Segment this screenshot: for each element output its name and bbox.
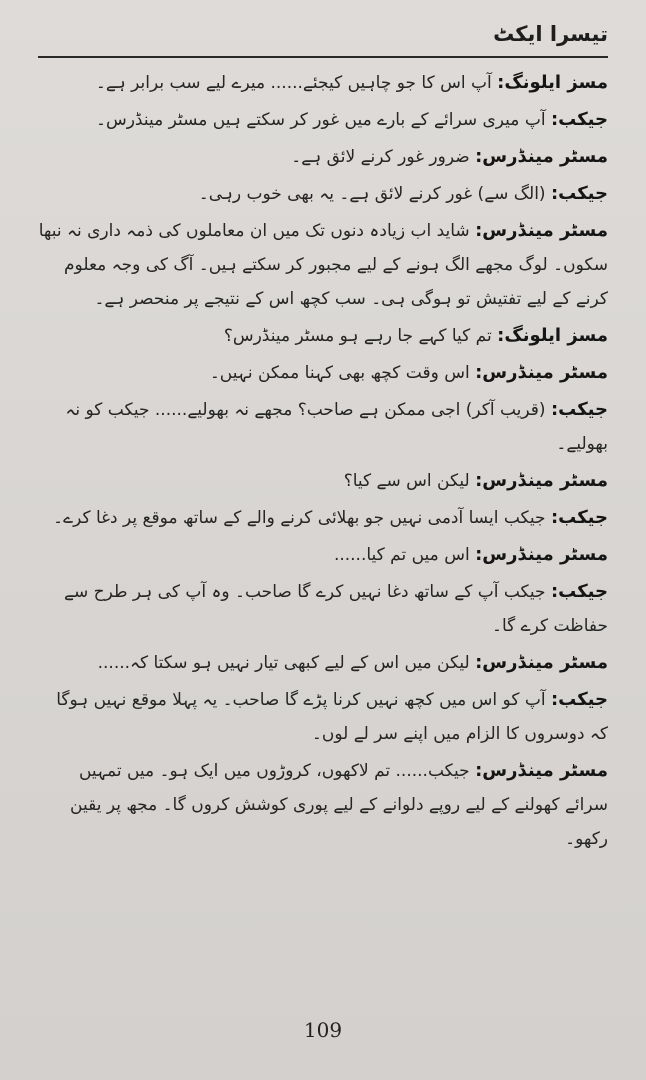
speaker-name: مسٹر مینڈرس:	[475, 146, 608, 167]
dialogue-line	[38, 646, 608, 680]
speaker-name: مسٹر مینڈرس:	[475, 544, 608, 565]
dialogue-line	[38, 103, 608, 137]
dialogue-text: تم کیا کہے جا رہے ہو مسٹر مینڈرس؟	[223, 326, 498, 346]
dialogue-text: اس وقت کچھ بھی کہنا ممکن نہیں۔	[209, 363, 476, 383]
dialogue-text: (الگ سے) غور کرنے لائق ہے۔ یہ بھی خوب رہی۔	[198, 184, 551, 204]
page-number: 109	[303, 1018, 343, 1042]
dialogue-line	[38, 754, 608, 856]
dialogue-text: آپ میری سرائے کے بارے میں غور کر سکتے ہیں مسٹر مینڈرس۔	[96, 110, 551, 130]
speaker-name: جیکب:	[550, 689, 608, 710]
dialogue-text: جیکب آپ کے ساتھ دغا نہیں کرے گا صاحب۔ وہ آپ کی ہر طرح سے حفاظت کرے گا۔	[64, 582, 608, 636]
speaker-name: جیکب:	[550, 581, 608, 602]
speaker-name: مسٹر مینڈرس:	[475, 220, 608, 241]
speaker-name: جیکب:	[550, 399, 608, 420]
dialogue-line	[38, 683, 608, 751]
dialogue-text: جیکب...... تم لاکھوں، کروڑوں میں ایک ہو۔ میں تمہیں سرائے کھولنے کے لیے روپے دلوانے کے لیے پوری کوشش کروں گا۔ مجھ پر یقین رکھو۔	[70, 761, 608, 849]
dialogue-text: ضرور غور کرنے لائق ہے۔	[291, 147, 476, 167]
dialogue-line	[38, 214, 608, 316]
dialogue-line	[38, 575, 608, 643]
dialogue-line	[38, 140, 608, 174]
speaker-name: مسز ایلونگ:	[497, 72, 608, 93]
dialogue-line	[38, 501, 608, 535]
dialogue-line	[38, 319, 608, 353]
speaker-name: مسز ایلونگ:	[497, 325, 608, 346]
dialogue-line	[38, 464, 608, 498]
dialogue-line	[38, 177, 608, 211]
dialogue-line	[38, 538, 608, 572]
dialogue-text: آپ کو اس میں کچھ نہیں کرنا پڑے گا صاحب۔ یہ پہلا موقع نہیں ہوگا کہ دوسروں کا الزام میں اپنے سر لے لوں۔	[56, 690, 608, 744]
speaker-name: مسٹر مینڈرس:	[475, 362, 608, 383]
speaker-name: مسٹر مینڈرس:	[475, 470, 608, 491]
dialogue-line	[38, 66, 608, 100]
dialogue-text: اس میں تم کیا......	[333, 545, 476, 565]
speaker-name: جیکب:	[550, 183, 608, 204]
dialogue-body	[38, 66, 608, 859]
dialogue-text: لیکن میں اس کے لیے کبھی تیار نہیں ہو سکتا کہ......	[97, 653, 476, 673]
dialogue-line	[38, 393, 608, 461]
dialogue-line	[38, 356, 608, 390]
speaker-name: جیکب:	[550, 507, 608, 528]
header-rule	[38, 56, 608, 58]
dialogue-text: شاید اب زیادہ دنوں تک میں ان معاملوں کی ذمہ داری نہ نبھا سکوں۔ لوگ مجھے الگ ہونے کے لیے مجبور کر سکتے ہیں۔ آگ کی وجہ معلوم کرنے کے لیے تفتیش تو ہوگی ہی۔ سب کچھ اس کے نتیجے پر منحصر ہے۔	[38, 221, 608, 309]
speaker-name: مسٹر مینڈرس:	[475, 760, 608, 781]
running-header: تیسرا ایکٹ	[493, 22, 608, 46]
dialogue-text: جیکب ایسا آدمی نہیں جو بھلائی کرنے والے کے ساتھ موقع پر دغا کرے۔	[53, 508, 551, 528]
dialogue-text: لیکن اس سے کیا؟	[343, 471, 476, 491]
dialogue-text: (قریب آکر) اجی ممکن ہے صاحب؟ مجھے نہ بھولیے...... جیکب کو نہ بھولیے۔	[65, 400, 608, 454]
dialogue-text: آپ اس کا جو چاہیں کیجئے...... میرے لیے سب برابر ہے۔	[95, 73, 498, 93]
speaker-name: جیکب:	[550, 109, 608, 130]
speaker-name: مسٹر مینڈرس:	[475, 652, 608, 673]
